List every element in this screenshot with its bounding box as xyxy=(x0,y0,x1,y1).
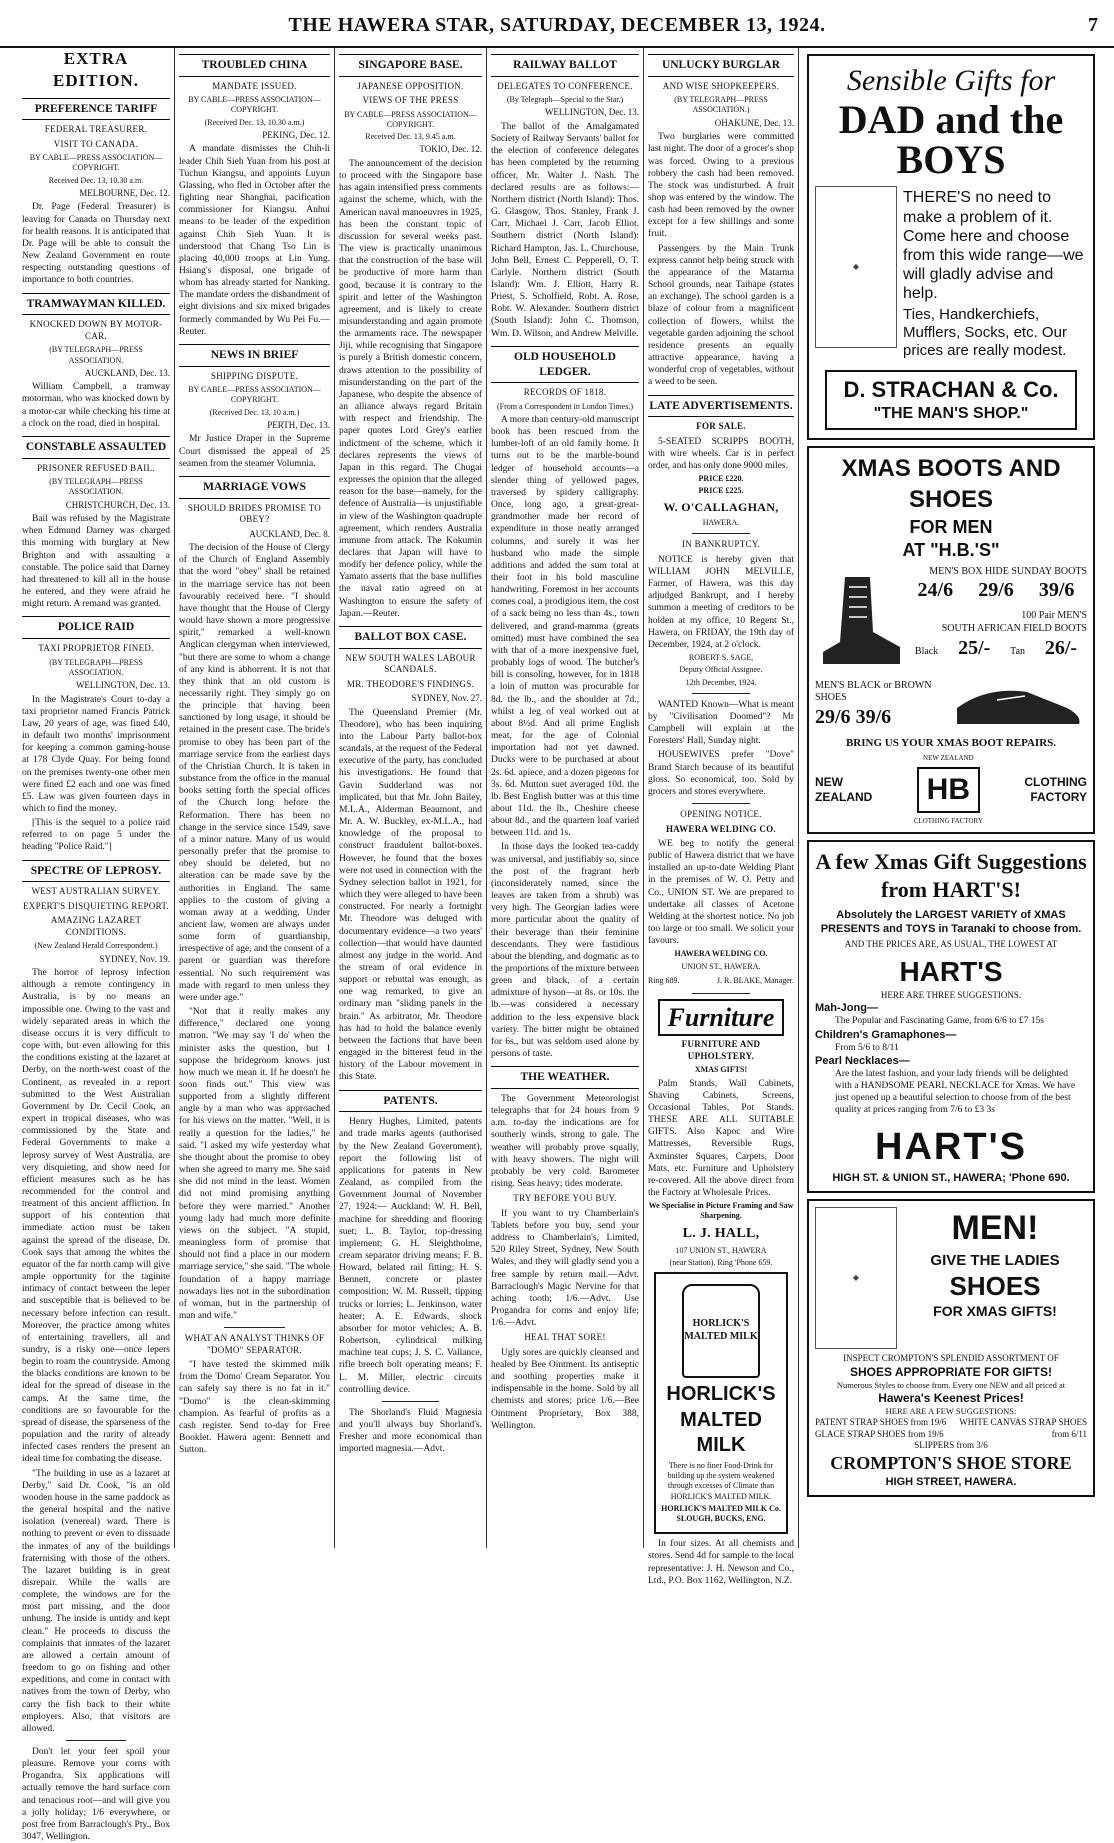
advertiser-name: HART'S xyxy=(875,1125,1027,1168)
article-body: Dr. Page (Federal Treasurer) is leaving for Canada on Thursday next for health reasons. It is anticipated that Dr. Page will be able to consult the New Zealand Government en route respecting outstanding questions of importance to both countries. xyxy=(22,202,170,286)
credit-line: (BY TELEGRAPH—PRESS ASSOCIATION. xyxy=(49,477,143,497)
dateline: CHRISTCHURCH, Dec. 13. xyxy=(65,499,170,510)
article-body: The ballot of the Amalgamated Society of Railway Servants' ballot for the election of conference delegates has been completed by the returning officer, Mr. Walter J. Nash. The declared results are as follows:— Northern district (North Island): Thos. G. Glasgow, Thos. Stanley, Frank J. Carr, Michael J. Carr, Jacob Elliot. Southern district (North Island): Richard Hampton, Jas. L. Churchouse, John Bell, Ernest C. Pepperell, O. T. Carlyle. Northern district (South Island): Wm. J. Elliott, Harry R. Priest, S. Scholfield, Robt. A. Rose, Robt. W. Alexander. Southern district (South Island): John C. Thomson, Wm. D. Wilson, and Andrew Melville. xyxy=(491,121,639,339)
harts-advertisement xyxy=(807,840,1095,1193)
column-4 xyxy=(486,48,643,1548)
subheading: SHOULD BRIDES PROMISE TO OBEY? xyxy=(187,502,322,525)
ad-headline: XMAS BOOTS AND SHOES xyxy=(841,455,1061,513)
horlicks-jar-image: HORLICK'S MALTED MILK xyxy=(682,1284,760,1378)
article-body: A mandate dismisses the Chih-li leader Chih Sieh Yuan from his post at Tuchun Kiangsu, and appoints Luyun Glassing, who fled in October after the fighting near Shanghai, pacification commissioner for Kiangsu. Anhui means to be leader of the expedition against Chih Sieh Yuan. It is understood that Chang Tso Lin is placing 40,000 troops at Lin Yung. Hsiang's disposal, one brigade of whom has already started for Nanking. The mandate orders the disbandment of eight divisions and six mixed brigades formerly commanded by Wu Pei Fu.—Reuter. xyxy=(179,144,330,337)
divider xyxy=(692,803,750,804)
article-body: The Government Meteorologist telegraphs that for 24 hours from 9 a.m. to-day the indications are for southerly winds, strong to gale. The weather will probably prove squally, with heavy showers. The night will probably be very cold. Barometer rising. Seas heavy; tides moderate. xyxy=(491,1093,639,1190)
ad-body: Ties, Handkerchiefs, Mufflers, Socks, etc. Our prices are really modest. xyxy=(903,305,1067,359)
column-1 xyxy=(18,48,174,1843)
cromptons-advertisement xyxy=(807,1199,1095,1497)
company-address: UNION ST., HAWERA. xyxy=(681,961,761,971)
company-footer: HORLICK'S MALTED MILK Co. SLOUGH, BUCKS, ENG. xyxy=(661,1503,781,1524)
subheading: VISIT TO CANADA. xyxy=(53,138,139,149)
divider xyxy=(224,1327,284,1328)
article-body: In those days the looked tea-caddy was universal, and justifiably so, since the post of the fragrant herb (inconsiderately named, since the leaves are taken from a shrub) was very high. The Georgian ladies were more particular about the quality of their beverage than their feminine descendants. They were fastidious about the blending, and dogmatic as to the proportions of the mixture between green and black, of a certain admixture of hyson—at 8s. or 10s. the lb.—was considered a necessary addition to the less expensive black variety. The bitter might be obtained for 6s., but was seldom used alone by persons of taste. xyxy=(491,842,640,1060)
divider xyxy=(66,1740,125,1741)
company-name: HAWERA WELDING CO. xyxy=(674,949,768,959)
article-heading: TROUBLED CHINA xyxy=(179,54,330,77)
advertisement-text: "I have tested the skimmed milk from the 'Domo' Cream Separator. You can safely say there is no fat in it." "Domo" is the clean-skimming champion. As fearful of profits as a cash register. Send to-day for Free Booklet. Hawera agent: Bennett and Sutton. xyxy=(179,1360,330,1456)
masthead xyxy=(0,0,1114,48)
shoe-icon xyxy=(947,678,1087,733)
dateline: AUCKLAND, Dec. 8. xyxy=(249,528,330,539)
article-heading: SINGAPORE BASE. xyxy=(339,54,482,77)
classified-text: WE beg to notify the general public of Hawera district that we have installed an up-to-date Welding Plant in the premises of W. O. Petty and Co., UNION ST. We are prepared to undertake all classes of Acetone Welding at the shortest notice. No job too large or too small. We solicit your favours. xyxy=(648,839,794,947)
dateline: PEKING, Dec. 12. xyxy=(262,129,330,140)
repairs-line: BRING US YOUR XMAS BOOT REPAIRS. xyxy=(845,736,1057,749)
article-note: [This is the sequel to a police raid referred to on page 5 under the heading "Police Raid."] xyxy=(22,818,170,853)
dateline: WELLINGTON, Dec. 13. xyxy=(75,680,170,691)
credit-line: (BY TELEGRAPH—PRESS ASSOCIATION. xyxy=(49,345,143,365)
factory-label: NEW xyxy=(815,774,843,789)
subheading: NEW SOUTH WALES LABOUR SCANDALS. xyxy=(345,652,476,675)
ad-body: HERE ARE THREE SUGGESTIONS. xyxy=(880,989,1022,1000)
advertisement-text: If you want to try Chamberlain's Tablets before you buy, send your address to Chamberlain's, Limited, 520 Riley Street, Sydney, New South Wales, and they will gladly send you a free sample by return mail.—Advt. Barraclough's Magic Nervine for that aching tooth; 1/6.—Advt. Use Progandra for corns and enjoy life; 1/6.—Advt. xyxy=(491,1208,639,1329)
classified-text: HOUSEWIVES prefer "Dove" Brand Starch because of its beautiful gloss. So economical, too. Sold by grocers and stores everywhere. xyxy=(648,750,794,797)
advertiser-phone: (near Station). Ring 'Phone 659. xyxy=(669,1257,773,1267)
ad-headline: from HART'S! xyxy=(881,877,1021,903)
advertisement-text: Don't let your feet spoil your pleasure. Remove your corns with Progandra. Six applications will actually remove the hard surface corn and tenacious root—and will give you a jolly holiday; 1/6 everywhere, or post free from Barraclough's Pty., Box 3047, Wellington. xyxy=(22,1747,170,1843)
price: 29/6 xyxy=(978,579,1014,602)
seller-name: W. O'CALLAGHAN, xyxy=(663,499,779,514)
ad-subheadline: GIVE THE LADIES xyxy=(930,1251,1060,1269)
article-body: The horror of leprosy infection although a remote contingency in Australia, is by no means an impossible one. Owing to the vast and widely separated areas in which the disease occurs it is very difficult to cope with, but even allowing for this the conditions existing at the lazaret at Derby, on the north-west coast of the Continent, as revealed in a report submitted to the West Australian Government by Dr. Cecil Cook, an expert in tropical diseases, who was commissioned by the State and Federal Governments to make a leprosy survey of West Australia, are very disquieting, and show need for efficient measures such as he has recommended for the control and treatment of this ancient affliction. In support of his contention that immediate action must be taken against the spread of the disease, Dr. Cook says that among the whites the equator of the far north camp will give ample opportunity for the taginite intimacy of contact between the leper and susceptible that is believed to be necessary before infection can result. Moreover, the practice among whites of entertaining travellers, all and sundry, is a risky one—once lepers begin to roam the countryside. Among the blacks conditions are known to be ideal for the spread of disease in the camps. At the same time, the conditions are so favourable for the spread of disease, the sparseness of the population and the rarity of already infected cases renders the present an ideal time for combating the disease. xyxy=(22,968,170,1465)
article-heading: TRAMWAYMAN KILLED. xyxy=(22,293,170,316)
specialise-line: We Specialise in Picture Framing and Saw Sharpening. xyxy=(648,1201,794,1221)
product-line: MEN'S BLACK or BROWN SHOES xyxy=(815,679,932,704)
manager-name: J. R. BLAKE, Manager. xyxy=(716,975,794,985)
article-body: "Not that it really makes any difference," declared one young matron. "We may say 'I do' when the minister asks the question, but I suppose the bridegroom knows just how much we mean it. If he doesn't he soon finds out." This view was supported from a slightly different angle by a man who was approached for his views on the matter. "Well, it is really a question for the ladies," he said. "I asked my wife yesterday what she thought about the promise to obey when she agreed to marry me. She said she did not mind in the least. Women did not mind promising anything before they were married." Another young lady had much more definite views on the subject. "A stupid, meaningless form of promise that should not find a place in our modern marriage service," she said. "The whole foundation of a happy marriage nowadays lies not in the subordination of woman, but in the partnership of man and wife." xyxy=(179,1007,330,1321)
article-body: Bail was refused by the Magistrate when Edmund Darney was charged this morning with burglary at New Brighton and with assaulting a constable. The police said that Darney had threatened to kill all in the house he entered, and they were afraid he might return. A remand was granted. xyxy=(22,514,170,610)
advertiser-name: CROMPTON'S SHOE STORE xyxy=(830,1452,1072,1473)
gift-item-detail: Are the latest fashion, and your lady friends will be delighted with a HANDSOME PEARL NECKLACE for Xmas. We have just opened up a beautiful selection to choose from of the best quality at prices ranging from 7/6 to £3 3s xyxy=(835,1068,1076,1116)
factory-label: CLOTHING xyxy=(1024,774,1087,789)
advertisement-text: The Shorland's Fluid Magnesia and you'll always buy Shorland's. Fresher and more economical than imported magnesia.—Advt. xyxy=(339,1407,482,1455)
article-heading: OLD HOUSEHOLD LEDGER. xyxy=(491,346,639,383)
article-body: The Queensland Premier (Mr. Theodore), who has been inquiring into the Labour Party ballot-box scandals, at the request of the Federal executive of the party, has concluded his investigations. He found that Gavin Sudderland was not implicated, but that Mr. John Bailey, M.L.A., Alderman Beaumont, and Mr. A. W. Buckley, ex-M.L.A., had knowledge of the proposal to construct fraudulent ballot-boxes. However, he found that the boxes were not used in connection with the Sydney selection ballot in 1921, for which they were alleged to have been constructed. For nearly a fortnight Mr. Theodore was deluged with documentary evidence—a two years' collection—that would have daunted almost any judge in the world. And the stream of oral evidence in support or rebuttal was enough, as one wag remarked, to give an ordinary man "sliding panels in the brain." As arbitrator, Mr. Theodore has had to hold the balance evenly between the factions that have been engaged in the bitterest feud in the history of the Labour movement in this State. xyxy=(339,707,482,1083)
article-body: The decision of the House of Clergy of the Church of England Assembly that the word "obey" shall be retained in the marriage service has not been favourably received here. "I should have thought that the House of Clergy would have shown a more progressive spirit," remarked a well-known Anglican clergyman when interviewed, "but there are some to whom a change of any kind is abhorrent. It is not that they think that an old custom is necessarily right. They simply go on the principle that having been sanctioned by long usage, it should be retained in the present case. The bride's promise to obey has been part of the marriage service from the earliest days of the Christian Church. It is taken in substance from the office in the manual books setting forth the special offices of the Church long before the Reformation. There has been no change in the service since 1549, save of a minor nature. Many of us would personally prefer that the promise to obey should be deleted, but no alteration can be made save by the authorities in England. The same applies to the custom of giving a woman away at a wedding. Under ancient law, women are always under some form of guardianship, irrespective of age, and the consent of a parent or guardian was therefore essential. No such requirement was made with regard to men unless they were under age." xyxy=(179,543,330,1003)
price-line: PRICE £220. xyxy=(698,474,744,484)
subheading: AND WISE SHOPKEEPERS. xyxy=(662,80,780,91)
ad-headline: MEN! xyxy=(951,1209,1039,1248)
phone-number: Ring 689. xyxy=(648,975,680,985)
late-advertisements-heading: LATE ADVERTISEMENTS. xyxy=(648,395,794,418)
ad-body: Hawera's Keenest Prices! xyxy=(878,1390,1024,1405)
product-line: MEN'S BOX HIDE SUNDAY BOOTS xyxy=(929,565,1087,577)
dateline: AUCKLAND, Dec. 13. xyxy=(84,367,170,378)
lady-illustration: ◆ xyxy=(815,1207,897,1349)
opening-notice-heading: OPENING NOTICE. xyxy=(680,808,762,819)
product-line: 100 Pair MEN'S xyxy=(1021,610,1087,622)
ad-body: Absolutely the LARGEST VARIETY of XMAS PRESENTS and TOYS in Taranaki to choose from. xyxy=(820,909,1082,936)
subheading: DELEGATES TO CONFERENCE. xyxy=(497,80,633,91)
xmas-gifts-label: XMAS GIFTS! xyxy=(694,1065,748,1075)
divider xyxy=(692,693,750,694)
extra-edition-heading: EXTRA EDITION. xyxy=(53,49,139,90)
article-heading: RAILWAY BALLOT xyxy=(491,54,639,77)
for-sale-heading: FOR SALE. xyxy=(696,421,746,432)
gift-item: Mah-Jong— xyxy=(815,1002,878,1015)
article-body: Passengers by the Main Trunk express cannot help being struck with the appearance of the Matarma School grounds, near Taihape (states an exchange). The school garden is a blaze of colour from a magnificent collection of flowers, whilst the vegetable garden adjoining the school residence presents an equally attractive appearance, having a wonderful crop of vegetables, without a weed to be seen. xyxy=(648,243,794,388)
signature-title: Deputy Official Assignee. xyxy=(679,665,763,675)
ad-body: AND THE PRICES ARE, AS USUAL, THE LOWEST AT xyxy=(844,939,1058,950)
dateline: MELBOURNE, Dec. 12. xyxy=(79,187,170,198)
received-line: (Received Dec. 13, 10.30 a.m.) xyxy=(204,117,305,127)
advertisement-text: Palm Stands, Wall Cabinets, Shaving Cabinets, Screens, Occasional Tables, Pot Stands. THESE ARE ALL SUITABLE GIFTS. Also Kapoc and Wire Mattresses, Reversible Rugs, Axminster Squares, Carpets, Door Mats, etc. Furniture and Upholstery re-covered. All the above direct from the Factory at Wholesale Prices. xyxy=(648,1078,794,1199)
subheading: VIEWS OF THE PRESS xyxy=(362,95,459,106)
article-heading: MARRIAGE VOWS xyxy=(179,476,330,499)
subheading: MR. THEODORE'S FINDINGS. xyxy=(346,678,475,689)
page-number: 7 xyxy=(1088,14,1098,36)
shoe-offer: GLACE STRAP SHOES from 19/6 xyxy=(815,1428,944,1439)
classified-text: NOTICE is hereby given that WILLIAM JOHN MELVILLE, Farmer, of Hawera, was this day adjudged Bankrupt, and I hereby summon a meeting of creditors to be holden at my office, 10 Regent St., Hawera, on FRIDAY, the 19th day of December, 1924, at 2 o'clock. xyxy=(648,554,794,650)
price: 26/- xyxy=(1044,636,1078,659)
article-body: Two burglaries were committed last night. The door of a grocer's shop was forced. Owing to a previous robbery the cash had been removed. The stock was undisturbed. A fruit shop was entered by the window. The cash had been removed by the owner except for a few shillings and some fruit. xyxy=(648,132,794,240)
furniture-heading: FURNITURE AND UPHOLSTERY. xyxy=(681,1039,761,1061)
classified-text: 5-SEATED SCRIPPS BOOTH, with wire wheels. Car is in perfect order, and has only done 9000 miles. xyxy=(648,436,794,472)
signature-line: ROBERT S. SAGE, xyxy=(688,653,754,663)
hb-logo-bottom: CLOTHING FACTORY xyxy=(913,817,983,826)
correspondent-line: (From a Correspondent in London Times.) xyxy=(497,401,633,411)
ad-body: Numerous Styles to choose from. Every one NEW and all priced at xyxy=(836,1380,1066,1391)
divider xyxy=(692,993,750,994)
classified-text: WANTED Known—What is meant by "Civilisation Doomed"? Mr Campbell will explain at the Foresters' Hall, Sunday night. xyxy=(648,699,794,747)
gifts-illustration: ◆ xyxy=(815,186,897,348)
divider xyxy=(692,533,750,534)
subheading: EXPERT'S DISQUIETING REPORT. xyxy=(22,900,170,911)
subheading: FEDERAL TREASURER. xyxy=(44,124,148,135)
article-body: William Campbell, a tramway motorman, who was knocked down by a motor-car while checking his time at a clock on the road, died in hospital. xyxy=(22,382,170,429)
divider xyxy=(382,1401,439,1402)
hb-boots-advertisement xyxy=(807,446,1095,834)
article-body: The announcement of the decision to proceed with the Singapore base has again intensified press comments against the scheme, which, with the American naval manoeuvres in 1925, has been the constant topic of discussion for several weeks past. The view is practically unanimous that the construction of the base will be productive of more harm than good, because it is contrary to the spirit and letter of the Washington agreement, and is likely to create misunderstanding and again promote the armaments race. The newspaper Jiji, while recognising that Singapore is purely a British domestic concern, draws attention to the possibility of misunderstanding on the part of the Japanese, who despite the absence of an alliance always regard Britain with respect and friendship. The paper quotes Lord Grey's earlier indictment of the scheme, which it declares represents the views of Japan in this regard. The Chugai expresses the opinion that the alleged reason for the base—namely, for the defence of Australia—is unjustifiable in view of the Washington quadruple agreement, which renders Australia immune from attack. The Kokumin declares that Japan will have to modify her defence policy, while the Yamato asserts that the base nullifies the naval ratio agreed on at Washington to ensure the safety of Japan.—Reuter. xyxy=(339,158,482,619)
company-name: HAWERA WELDING CO. xyxy=(665,823,776,834)
price-line: PRICE £225. xyxy=(698,486,744,496)
subheading: RECORDS OF 1818. xyxy=(523,387,607,398)
advertisement-text: In four sizes. At all chemists and stores. Send 4d for sample to the local representative: J. H. Newson and Co., Ltd., P.O. Box 1162, Wellington, N.Z. xyxy=(648,1539,794,1586)
received-line: Received Dec. 13, 9.45 a.m. xyxy=(365,132,456,142)
subheading: WHAT AN ANALYST THINKS OF "DOMO" SEPARATOR. xyxy=(184,1333,325,1355)
article-body: In the Magistrate's Court to-day a taxi proprietor named Francis Patrick Law, 20 years of age, was fined £40, in default two months' imprisonment for keeping a common gaming-house at 178 Clyde Quay. For being found on the premises twenty-one other men were fined £2 each and one was fined £5. Law was given fourteen days in which to find the money. xyxy=(22,694,170,815)
dateline: WELLINGTON, Dec. 13. xyxy=(544,107,639,118)
dateline: OHAKUNE, Dec. 13. xyxy=(714,117,794,128)
dateline: SYDNEY, Nov. 27. xyxy=(411,693,482,704)
credit-line: (BY TELEGRAPH—PRESS ASSOCIATION. xyxy=(49,657,143,677)
shoe-offer: SLIPPERS from 3/6 xyxy=(914,1440,988,1451)
article-heading: PATENTS. xyxy=(339,1090,482,1113)
column-5 xyxy=(643,48,798,1586)
advertiser-name: HART'S xyxy=(899,956,1003,987)
subheading: KNOCKED DOWN BY MOTOR-CAR. xyxy=(29,319,163,341)
price: 39/6 xyxy=(855,706,892,729)
dateline: TOKIO, Dec. 12. xyxy=(419,144,482,155)
price: 39/6 xyxy=(1038,579,1075,602)
article-heading: PREFERENCE TARIFF xyxy=(22,98,170,121)
article-heading: UNLUCKY BURGLAR xyxy=(648,54,794,77)
subheading: JAPANESE OPPOSITION. xyxy=(357,80,464,91)
price: 24/6 xyxy=(917,579,954,602)
dateline: SYDNEY, Nov. 19. xyxy=(99,953,170,964)
article-heading: CONSTABLE ASSAULTED xyxy=(22,436,170,459)
ad-headline: Sensible Gifts for xyxy=(846,64,1056,97)
ad-headline: DAD and the BOYS xyxy=(838,97,1064,183)
ad-subheadline: FOR MEN xyxy=(909,516,993,537)
credit-line: BY CABLE—PRESS ASSOCIATION—COPYRIGHT. xyxy=(344,109,477,129)
article-body: Henry Hughes, Limited, patents and trade marks agents (authorised by the New Zealand Government), report the following list of applications for patents in New Zealand, as compiled from the Government Journal of November 27, 1924:— Auckland: W. H. Bell, machine for shredding and flooring suet; L. B. Taylor, top-dressing implement; G. H. Sleightholme, cream separator driving means; F. B. Howard, belated rail fitting; H. S. Bennett, concrete or plaster composition; W. M. Russell, tipping trucks or lorries; L. Jenkinson, water heater; A. E. Edwards, shock absorber for motor vehicles; A. B. Robertson, cylindrical milking machine teat cups; J. S. C. Vallance, rifle breech bolt operating means; F. L. M. Miller, electric circuits controlling device. xyxy=(339,1117,482,1395)
advertiser-tagline: "THE MAN'S SHOP." xyxy=(873,404,1029,422)
price: 25/- xyxy=(958,636,991,659)
brand-name: MILK xyxy=(696,1434,746,1457)
price: 29/6 xyxy=(815,706,851,729)
ad-body: INSPECT CROMPTON'S SPLENDID ASSORTMENT OF xyxy=(843,1353,1059,1364)
gift-item: Children's Gramaphones— xyxy=(815,1028,957,1041)
boot-icon xyxy=(815,572,905,672)
advertiser-address: 107 UNION ST., HAWERA xyxy=(675,1245,767,1255)
advertisement-text: There is no finer Food-Drink for building up the system weakened through excesses of Climate than HORLICK'S MALTED MILK. xyxy=(667,1460,775,1501)
shoe-offer: PATENT STRAP SHOES from 19/6 xyxy=(815,1417,947,1428)
factory-label: ZEALAND xyxy=(815,789,873,804)
ad-subheadline: AT "H.B.'S" xyxy=(902,539,1000,560)
correspondent-line: (New Zealand Herald Correspondent.) xyxy=(34,941,158,951)
brand-name: MALTED xyxy=(680,1408,762,1431)
article-body: Mr Justice Draper in the Supreme Court dismissed the appeal of 25 seamen from the steamer Volumnia. xyxy=(179,434,330,469)
article-heading: POLICE RAID xyxy=(22,616,170,639)
gift-item: Pearl Necklaces— xyxy=(815,1054,910,1067)
received-line: Received Dec. 13, 10.30 a.m. xyxy=(48,175,144,185)
ad-subheadline: FOR XMAS GIFTS! xyxy=(933,1303,1057,1320)
ad-body: HERE ARE A FEW SUGGESTIONS: xyxy=(885,1406,1017,1417)
article-heading: BALLOT BOX CASE. xyxy=(339,626,482,649)
advertiser-address: HIGH STREET, HAWERA. xyxy=(885,1475,1017,1488)
advertisement-text: Ugly sores are quickly cleansed and healed by Bee Ointment. Its antiseptic and soothing properties make it indispensable in the home. Sold by all chemists and stores; price 1/6.—Bee Ointment Proprietary, Box 388, Wellington. xyxy=(491,1347,639,1431)
price-label: Black xyxy=(914,645,939,657)
subheading: WEST AUSTRALIAN SURVEY. xyxy=(31,886,161,897)
column-6-ads xyxy=(798,48,1103,1548)
dateline: PERTH, Dec. 13. xyxy=(267,419,330,430)
notice-date: 12th December, 1924. xyxy=(685,677,757,687)
product-line: SOUTH AFRICAN FIELD BOOTS xyxy=(941,622,1087,634)
advertiser-address: HIGH ST. & UNION ST., HAWERA; 'Phone 690. xyxy=(832,1172,1070,1185)
factory-label: FACTORY xyxy=(1030,789,1087,804)
column-3 xyxy=(334,48,486,1548)
price-label: Tan xyxy=(1010,645,1026,657)
gift-item-detail: From 5/6 to 8/11 xyxy=(835,1042,899,1053)
subheading: SHIPPING DISPUTE. xyxy=(210,370,299,381)
seller-town: HAWERA. xyxy=(702,518,740,528)
ad-body: SHOES APPROPRIATE FOR GIFTS! xyxy=(849,1364,1052,1379)
credit-line: BY CABLE—PRESS ASSOCIATION—COPYRIGHT. xyxy=(188,95,321,115)
column-2 xyxy=(174,48,334,1548)
article-body: A more than century-old manuscript book has been rescued from the lumber-loft of an old family home. It turns out to be the marble-bound ledger of household accounts—a slender thing of yellowed pages, traversed by spidery calligraphy. Once, long ago, a great-great-grandmother made her record of expenditure in those neatly arranged columns, and surely it was her husband who made the simple additions and added the sum total at their foot in his bold masculine handwriting. Foremost in her accounts comes coal, a prodigious item, the cost of a sack being no less than 4s., town delivered, and grand-mamma (greats omitted) must have combined the sea with that of a more inexpensive fuel, probably logs of wood. The butcher's bill is consoling, however, for in 1818 a loin of mutton was procurable for 8d. the lb., and the shoulder at 7d., whilst a leg of veal worked out at about 8½d. And all prime English meat, for the age of Colonial importation had not yet dawned. Ducks were to be purchased at about 2s. 6d. apiece, and a dozen pigeons for 3s. 6d. Mutton suet averaged 10d. the lb. Best English butter was at this time about 11d. the lb., Cheshire cheese about 8d., and the quartern loaf varied between 11d. and 1s. xyxy=(491,414,639,839)
hb-logo-top: NEW ZEALAND xyxy=(923,753,974,762)
shoe-offer: from 6/11 xyxy=(1051,1428,1087,1439)
credit-line: BY CABLE—PRESS ASSOCIATION—COPYRIGHT. xyxy=(29,153,163,173)
subheading: TAXI PROPRIETOR FINED. xyxy=(38,643,154,654)
horlicks-advertisement xyxy=(654,1272,788,1534)
article-heading: NEWS IN BRIEF xyxy=(179,344,330,367)
subheading: AMAZING LAZARET CONDITIONS. xyxy=(50,915,142,937)
subheading: TRY BEFORE YOU BUY. xyxy=(513,1193,617,1204)
subheading: HEAL THAT SORE! xyxy=(524,1332,606,1343)
advertiser-name: D. STRACHAN & Co. xyxy=(843,376,1059,402)
ad-body: THERE'S no need to make a problem of it. Come here and choose from this wide range—we will gladly advise and help. xyxy=(903,189,1084,303)
hb-logo: HB xyxy=(917,767,980,813)
credit-line: (By Telegraph—Special to the Star.) xyxy=(506,95,624,105)
ad-subheadline: SHOES xyxy=(949,1270,1041,1301)
article-heading: SPECTRE OF LEPROSY. xyxy=(22,860,170,883)
strachan-advertisement xyxy=(807,54,1095,440)
received-line: (Received Dec. 13, 10 a.m.) xyxy=(209,407,300,417)
gift-item-detail: The Popular and Fascinating Game, from 6/6 to £7 15s xyxy=(835,1016,1044,1027)
subheading: MANDATE ISSUED. xyxy=(212,80,297,91)
article-body: "The building in use as a lazaret at Derby," said Dr. Cook, "is an old wooden house in the same paddock as the general hospital and the native isolation (venereal) ward. There is nothing to prevent or even to dissuade the inmates of any of the buildings fraternising with those of the others. The lazaret building is in great disrepair. While the walls are complete, the windows are for the most part missing, and the door unhung. The inside is untidy and kept clean." He proceeds to discuss the complaints that inmates of the lazaret are allowed a certain amount of freedom to go on fishing and other expeditions, and come in contact with natives from the town of Derby, who carry the fish back to their white employers. Also, that visitors are allowed. xyxy=(22,1468,170,1734)
ad-headline: A few Xmas Gift Suggestions xyxy=(815,849,1087,875)
masthead-title: THE HAWERA STAR, SATURDAY, DECEMBER 13, 1924. xyxy=(288,14,826,36)
credit-line: (BY TELEGRAPH—PRESS ASSOCIATION.) xyxy=(674,95,768,115)
furniture-logo: Furniture xyxy=(658,999,784,1036)
credit-line: BY CABLE—PRESS ASSOCIATION—COPYRIGHT. xyxy=(188,385,321,405)
shoe-offer: WHITE CANVAS STRAP SHOES xyxy=(959,1417,1087,1428)
subheading: PRISONER REFUSED BAIL. xyxy=(37,462,155,473)
brand-name: HORLICK'S xyxy=(666,1383,776,1406)
bankruptcy-heading: IN BANKRUPTCY. xyxy=(681,539,761,550)
article-heading: THE WEATHER. xyxy=(491,1066,639,1089)
advertiser-name: L. J. HALL, xyxy=(682,1225,760,1241)
